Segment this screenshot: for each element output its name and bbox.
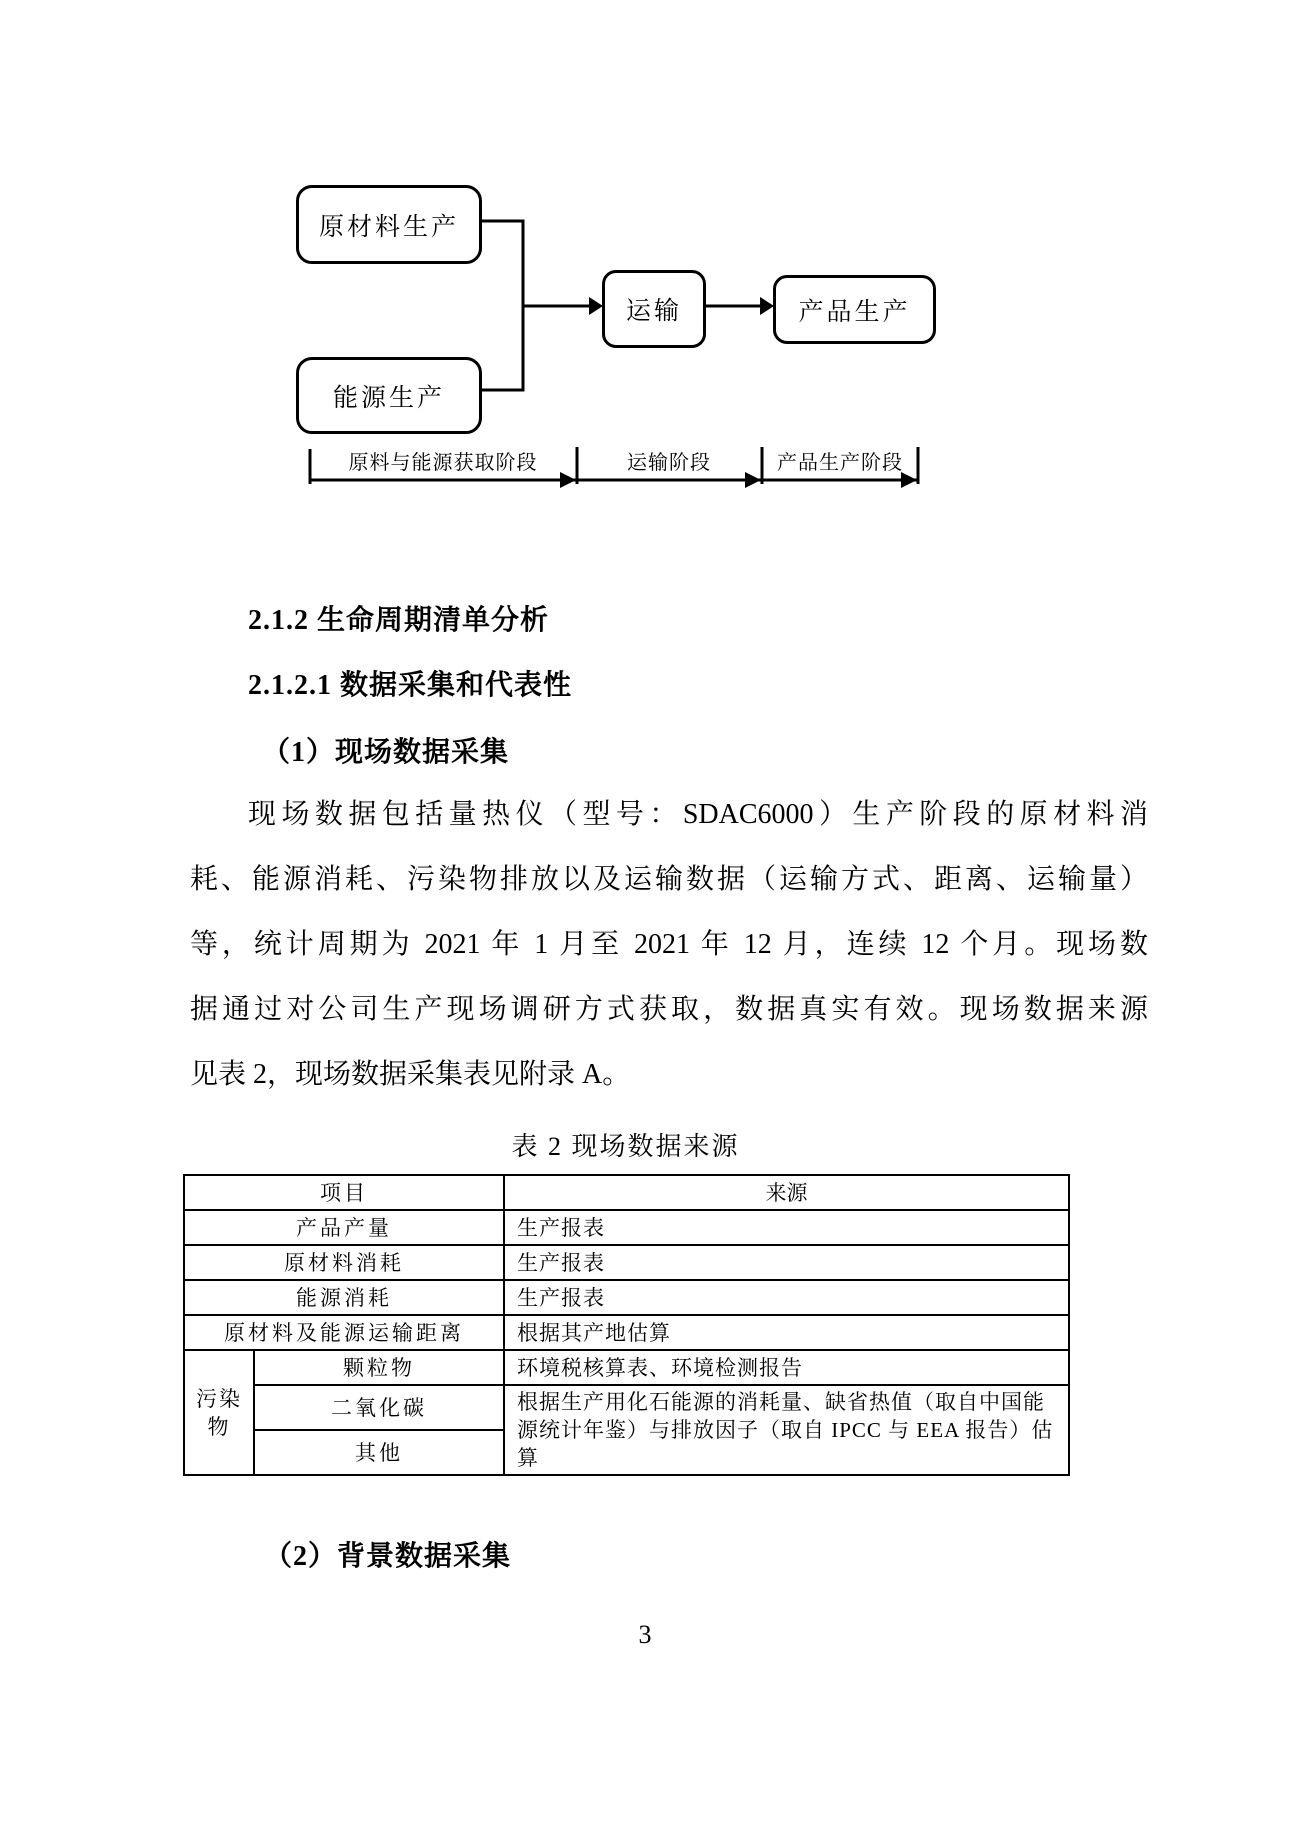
page-number: 3 [638,1620,652,1649]
flow-box-raw-material-production [296,185,482,264]
flow-box-label: 原材料生产 [318,213,459,241]
item-cell: 原材料消耗 [184,1245,504,1280]
table-caption: 表 2 现场数据来源 [511,1132,740,1161]
table-row [184,1210,1069,1245]
table-row [184,1245,1069,1280]
timeline-phase-raw-energy: 原料与能源获取阶段 [348,452,538,474]
flowchart-connectors [0,0,1290,500]
flow-box-product-production [773,275,936,344]
item-cell: 原材料及能源运输距离 [184,1315,504,1350]
item-cell: 能源消耗 [184,1280,504,1315]
item-cell: 其他 [254,1430,504,1475]
flow-box-label: 能源生产 [332,384,445,412]
field-data-source-table [183,1174,1070,1476]
table-row [184,1280,1069,1315]
source-cell: 生产报表 [504,1280,1069,1315]
timeline-arrowhead-2-icon [745,472,761,488]
paragraph-line: 等，统计周期为 2021 年 1 月至 2021 年 12 月，连续 12 个月。现场数 [190,929,1148,960]
table-header-row [184,1175,1069,1210]
source-cell: 生产报表 [504,1245,1069,1280]
flow-box-label: 产品生产 [798,298,911,326]
column-header-source: 来源 [504,1175,1069,1210]
pollutant-group-cell: 污染物 [184,1350,254,1475]
source-cell: 环境税核算表、环境检测报告 [504,1350,1069,1385]
flow-box-label: 运输 [625,298,682,325]
timeline-phase-transport: 运输阶段 [627,452,711,474]
merged-source-cell: 根据生产用化石能源的消耗量、缺省热值（取自中国能源统计年鉴）与排放因子（取自 IPCC 与 EEA 报告）估算 [504,1385,1069,1475]
table-row [184,1350,1069,1385]
timeline-phase-product: 产品生产阶段 [777,452,903,474]
item-cell: 二氧化碳 [254,1385,504,1430]
subsection-heading-item1: （1）现场数据采集 [262,737,510,768]
source-cell: 根据其产地估算 [504,1315,1069,1350]
paragraph-line: 见表 2，现场数据采集表见附录 A。 [190,1059,631,1090]
item-cell: 产品产量 [184,1210,504,1245]
lifecycle-flowchart [0,0,1290,500]
table-row [184,1385,1069,1430]
arrowhead-to-transport-icon [589,297,603,315]
arrowhead-to-product-icon [760,297,774,315]
flow-box-energy-production [296,357,482,434]
source-cell: 生产报表 [504,1210,1069,1245]
item-cell: 颗粒物 [254,1350,504,1385]
paragraph-line: 耗、能源消耗、污染物排放以及运输数据（运输方式、距离、运输量） [190,864,1148,895]
paragraph-line: 现场数据包括量热仪（型号：SDAC6000）生产阶段的原材料消 [248,799,1148,830]
paragraph-line: 据通过对公司生产现场调研方式获取，数据真实有效。现场数据来源 [190,994,1148,1025]
subsection-heading-item2: （2）背景数据采集 [264,1541,512,1572]
table-row [184,1315,1069,1350]
section-heading-2-1-2-1: 2.1.2.1 数据采集和代表性 [248,670,573,701]
flow-box-transport [602,270,706,348]
section-heading-2-1-2: 2.1.2 生命周期清单分析 [248,605,550,636]
column-header-item: 项目 [184,1175,504,1210]
timeline-arrowhead-1-icon [560,472,576,488]
